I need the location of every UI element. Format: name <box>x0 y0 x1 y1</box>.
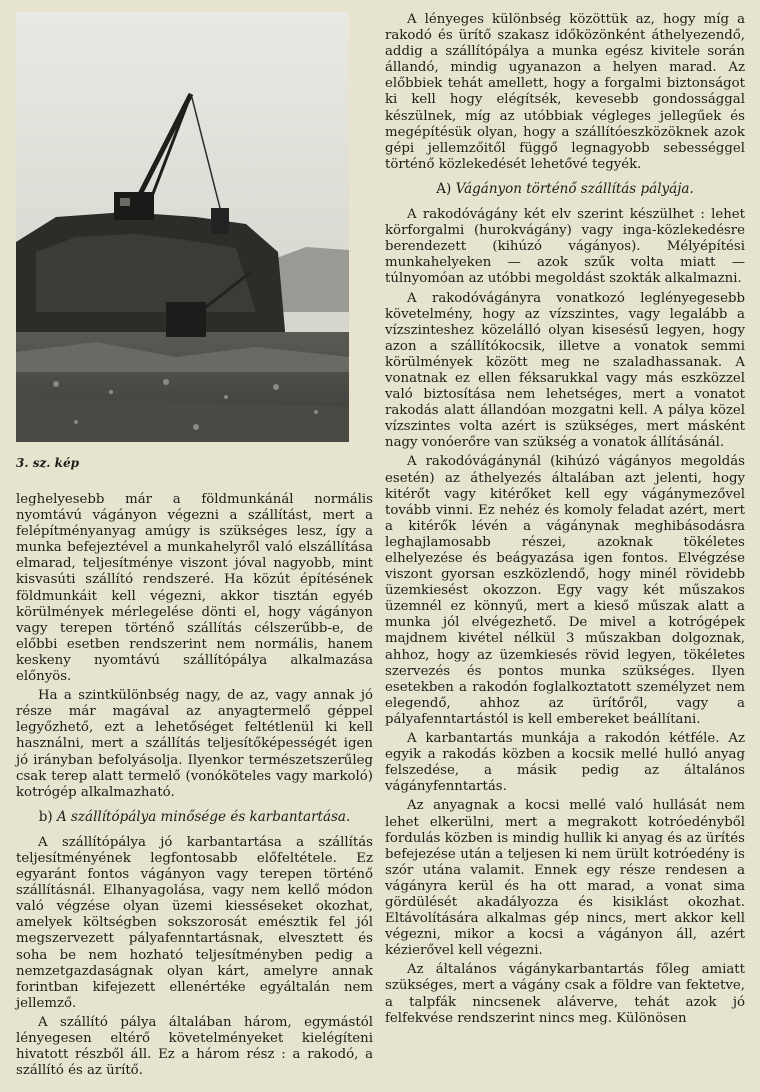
excavator-photo-image <box>16 12 349 442</box>
left-column <box>16 492 373 1082</box>
left-paragraph-2: Ha a szintkülönbség nagy, de az, vagy annak jó része már magával az anyagtermelő géppel legyőzhető, ezt a lehetőséget feltétlenül ki kell használni, mert a szállítás teljesítőképességét igen jó irányban befolyásolja. Ilyenkor természetszerűleg csak terep alatt termelő (vonóköteles vagy markoló) kotrógép alkalmazható. <box>16 688 373 800</box>
right-intro-paragraph: A lényeges különbség közöttük az, hogy míg a rakodó és ürítő szakasz időközönként áthelyezendő, addig a szállítópálya a munka egész kivitele során állandó, mindig ugyanazon a helyen marad. Az előbbiek tehát amellett, hogy a forgalmi biztonságot ki kell hogy elégítsék, kevesebb gondossággal készülnek, míg az utóbbiak végleges jellegűek és megépítésük olyan, hogy a szállítóeszközöknek azok gépi jellemzőitől függő legnagyobb sebességgel történő közlekedését lehetővé tegyék. <box>385 12 745 172</box>
section-b-label: b) <box>38 808 53 825</box>
section-b-heading <box>16 809 373 825</box>
section-b-paragraph-2: A szállító pálya általában három, egymástól lényegesen eltérő követelményeket kielégíteni hivatott részből áll. Ez a három rész : a rakodó, a szállító és az ürítő. <box>16 1014 373 1079</box>
section-a-paragraph-1: A rakodóvágány két elv szerint készülhet : lehet körforgalmi (hurokvágány) vagy inga-közlekedésre berendezett (kihúzó vágányos). Mélyépítési munkahelyeken — azok szűk volta miatt — túlnyomóan az utóbbi megoldást szokták alkalmazni. <box>385 207 745 287</box>
section-a-paragraph-5: Az anyagnak a kocsi mellé való hullását nem lehet elkerülni, mert a megrakott kotróedényből fordulás közben is mindig hullik ki anyag és az ürítés befejezése után a teljesen ki nem ürült kotróedény is szór utána valamit. Ennek egy része rendesen a vágányra kerül és ha ott marad, a vonat sima gördülését akadályozza és kisiklást okozhat. Eltávolítására alkalmas gép nincs, mert akkor kell végezni, mikor a kocsi a vágányon áll, azért kézierővel kell végezni. <box>385 798 745 959</box>
section-b-paragraph-1: A szállítópálya jó karbantartása a szállítás teljesítményének legfontosabb előfeltétele. Ez egyaránt fontos vágányon vagy terepen történő szállításnál. Elhanyagolása, vagy nem kellő módon való végzése olyan üzemi kiesséseket okozhat, amelyek költségben sokszorosát emésztik fel jól megszervezett pályafenntartásnak, elvesztett és soha be nem hozható teljesítményben pedig a nemzetgazdaságnak olyan kárt, amelyre annak forintban kifejezett ellenértéke egyáltalán nem jellemző. <box>16 834 373 1011</box>
excavator-photo <box>16 12 349 442</box>
left-paragraph-1: leghelyesebb már a földmunkánál normális nyomtávú vágányon végezni a szállítást, mert a felépítményanyag amúgy is szükséges lesz, így a munka befejeztével a munkahelyről való elszállítása elmarad, teljesítménye viszont jóval nagyobb, mint kisvasúti szállító rendszeré. Ha közút építésének földmunkáit kell végezni, akkor tisztán egyéb körülmények mérlegelése dönti el, hogy vágányon vagy terepen történő szállítás célszerűbb-e, de előbbi esetben rendszerint nem normális, hanem keskeny nyomtávú szállítópálya alkalmazása előnyös. <box>16 492 373 685</box>
section-b-title: A szállítópálya minősége és karbantartása. <box>56 808 351 825</box>
figure-caption: 3. sz. kép <box>16 456 79 470</box>
section-a-heading <box>385 181 745 197</box>
section-a-paragraph-3: A rakodóvágánynál (kihúzó vágányos megoldás esetén) az áthelyezés általában azt jelenti, hogy kitérőt vagy kitérőket kell egy vágánymezővel tovább vinni. Ez nehéz és komoly feladat azért, mert a kitérők lévén a vágánynak meghibásodásra leghajlamosabb részei, azoknak tökéletes elhelyezése és beágyazása igen fontos. Elvégzése viszont gyorsan eszközlendő, hogy minél rövidebb üzemkiesést okozzon. Egy vagy két műszakos üzemnél ez könnyű, mert a kieső műszak alatt a munka jól elvégezhető. De mivel a kotrógépek majdnem kivétel nélkül 3 műszakban dolgoznak, ahhoz, hogy az üzemkiesés rövid legyen, tökéletes szervezés és pontos munka szükséges. Ilyen esetekben a rakodón foglalkoztatott személyzet nem elegendő, ahhoz az ürítőről, vagy a pályafenntartástól is kell embereket beállítani. <box>385 454 745 727</box>
section-a-paragraph-6: Az általános vágánykarbantartás főleg amiatt szükséges, mert a vágány csak a földre van fektetve, a talpfák nincsenek aláverve, tehát azok jó felfekvése rendszerint nincs meg. Különösen <box>385 962 745 1026</box>
section-a-paragraph-2: A rakodóvágányra vonatkozó leglényegesebb követelmény, hogy az vízszintes, vagy legalább a vízszinteshez közelálló olyan kisesésű legyen, hogy azon a szállítókocsik, illetve a vonatok semmi körülmények között meg ne szaladhassanak. A vonatnak ez ellen féksarukkal vagy más eszközzel való biztosítása nem lehetséges, mert a vonatot rakodás alatt állandóan mozgatni kell. A pálya közel vízszintes volta azért is szükséges, mert másként nagy vonóerőre van szükség a vonatok állításánál. <box>385 290 745 451</box>
right-column-text <box>385 12 745 1027</box>
section-a-paragraph-4: A karbantartás munkája a rakodón kétféle. Az egyik a rakodás közben a kocsik mellé hulló anyag felszedése, a másik pedig az általános vágányfenntartás. <box>385 731 745 795</box>
section-a-title: Vágányon történő szállítás pályája. <box>455 180 694 197</box>
section-a-label: A) <box>436 180 452 197</box>
right-column <box>385 12 745 1030</box>
